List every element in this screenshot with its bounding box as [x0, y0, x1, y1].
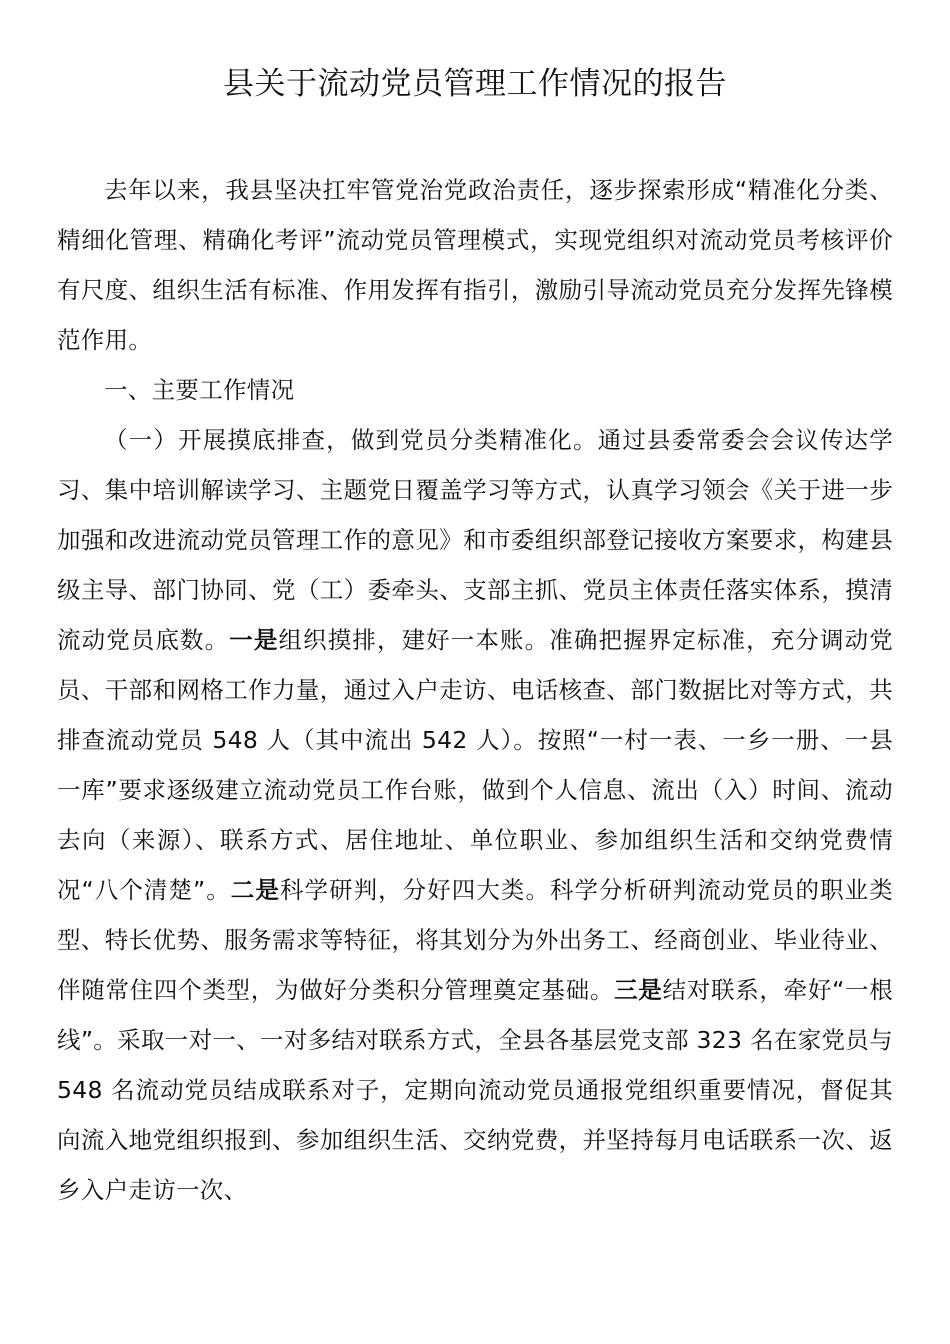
- bold-marker: 二是: [230, 876, 280, 904]
- paragraph-text: 组织摸排，建好一本账。准确把握界定标准，充分调动党员、干部和网格工作力量，通过入户走访、电话核查、部门数据比对等方式，共排查流动党员 548 人（其中流出 542 人）。按照“一村一表、一乡一册、一县一库”要求逐级建立流动党员工作台账，做到个人信息、流出（入）时间、流动去向（来源）、联系方式、居住地址、单位职业、参加组织生活和交纳党费情况“八个清楚”。: [57, 626, 893, 904]
- section-heading: 一、主要工作情况: [104, 376, 295, 404]
- document-title: 县关于流动党员管理工作情况的报告: [223, 66, 727, 102]
- section-paragraph: [57, 415, 893, 1215]
- paragraph-text: 科学研判，分好四大类。科学分析研判流动党员的职业类型、特长优势、服务需求等特征，将其划分为外出务工、经商创业、毕业待业、伴随常住四个类型，为做好分类积分管理奠定基础。: [57, 876, 894, 1004]
- paragraph-text: 结对联系，牵好“一根线”。采取一对一、一对多结对联系方式，全县各基层党支部 323 名在家党员与 548 名流动党员结成联系对子，定期向流动党员通报党组织重要情况，督促其向流入地党组织报到、参加组织生活、交纳党费，并坚持每月电话联系一次、返乡入户走访一次、: [57, 976, 893, 1204]
- document-body: [57, 165, 893, 1215]
- bold-marker: 三是: [614, 976, 663, 1004]
- intro-paragraph: 去年以来，我县坚决扛牢管党治党政治责任，逐步探索形成“精准化分类、精细化管理、精确化考评”流动党员管理模式，实现党组织对流动党员考核评价有尺度、组织生活有标准、作用发挥有指引，激励引导流动党员充分发挥先锋模范作用。: [57, 176, 893, 354]
- paragraph-text: （一）开展摸底排查，做到党员分类精准化。通过县委常委会会议传达学习、集中培训解读学习、主题党日覆盖学习等方式，认真学习领会《关于进一步加强和改进流动党员管理工作的意见》和市委组织部登记接收方案要求，构建县级主导、部门协同、党（工）委牵头、支部主抓、党员主体责任落实体系，摸清流动党员底数。: [57, 426, 893, 654]
- bold-marker: 一是: [229, 626, 279, 654]
